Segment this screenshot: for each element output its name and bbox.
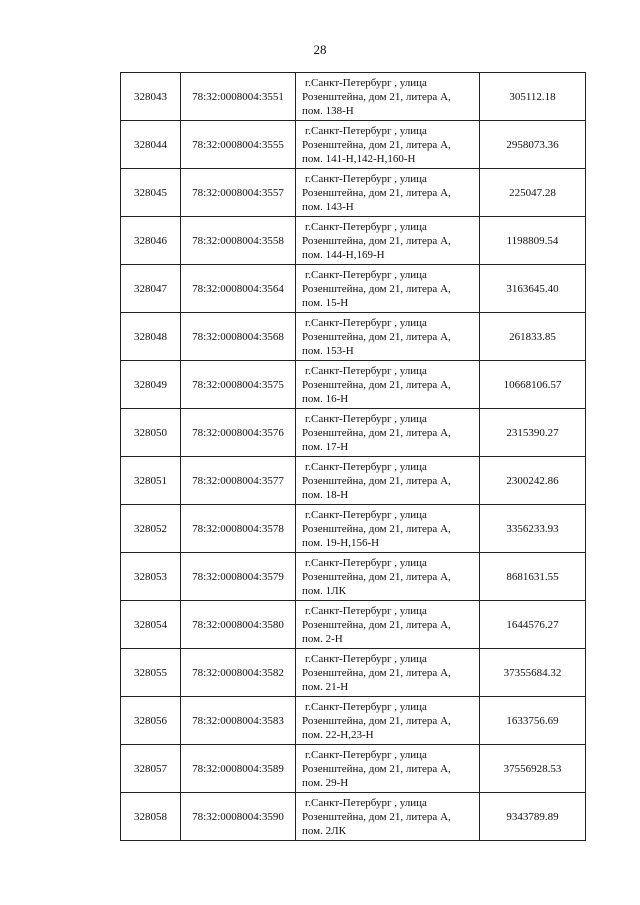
address-cell — [296, 217, 480, 265]
address-premises: пом. 141-Н,142-Н,160-Н — [302, 152, 416, 165]
table-row — [121, 649, 586, 697]
address-city-street: г.Санкт-Петербург , улица — [305, 364, 427, 377]
address-building: Розенштейна, дом 21, литера А, — [302, 714, 451, 727]
address-city-street: г.Санкт-Петербург , улица — [305, 76, 427, 89]
address-building: Розенштейна, дом 21, литера А, — [302, 138, 451, 151]
address-city-street: г.Санкт-Петербург , улица — [305, 460, 427, 473]
address-cell — [296, 313, 480, 361]
address-city-street: г.Санкт-Петербург , улица — [305, 172, 427, 185]
address-premises: пом. 2ЛК — [302, 824, 346, 837]
cadastral-value-cell: 1644576.27 — [480, 601, 586, 649]
address-cell — [296, 121, 480, 169]
address-building: Розенштейна, дом 21, литера А, — [302, 618, 451, 631]
cadastral-number-cell: 78:32:0008004:3551 — [181, 73, 296, 121]
address-cell — [296, 649, 480, 697]
table-row — [121, 745, 586, 793]
cadastral-number-cell: 78:32:0008004:3580 — [181, 601, 296, 649]
table-row — [121, 409, 586, 457]
address-premises: пом. 144-Н,169-Н — [302, 248, 385, 261]
table-row — [121, 121, 586, 169]
address-cell — [296, 745, 480, 793]
record-id-cell: 328055 — [121, 649, 181, 697]
address-city-street: г.Санкт-Петербург , улица — [305, 700, 427, 713]
address-city-street: г.Санкт-Петербург , улица — [305, 412, 427, 425]
cadastral-number-cell: 78:32:0008004:3557 — [181, 169, 296, 217]
cadastral-value-cell: 3163645.40 — [480, 265, 586, 313]
table-row — [121, 265, 586, 313]
address-cell — [296, 601, 480, 649]
page-number: 28 — [313, 42, 327, 57]
address-premises: пом. 138-Н — [302, 104, 354, 117]
address-building: Розенштейна, дом 21, литера А, — [302, 522, 451, 535]
table-row — [121, 553, 586, 601]
cadastral-value-cell: 305112.18 — [480, 73, 586, 121]
address-building: Розенштейна, дом 21, литера А, — [302, 570, 451, 583]
cadastral-value-cell: 9343789.89 — [480, 793, 586, 841]
address-premises: пом. 18-Н — [302, 488, 349, 501]
address-premises: пом. 2-Н — [302, 632, 343, 645]
record-id-cell: 328057 — [121, 745, 181, 793]
address-city-street: г.Санкт-Петербург , улица — [305, 796, 427, 809]
cadastral-number-cell: 78:32:0008004:3590 — [181, 793, 296, 841]
address-city-street: г.Санкт-Петербург , улица — [305, 748, 427, 761]
table-body — [121, 73, 586, 841]
address-building: Розенштейна, дом 21, литера А, — [302, 810, 451, 823]
cadastral-value-cell: 37355684.32 — [480, 649, 586, 697]
cadastral-number-cell: 78:32:0008004:3578 — [181, 505, 296, 553]
cadastral-number-cell: 78:32:0008004:3564 — [181, 265, 296, 313]
record-id-cell: 328048 — [121, 313, 181, 361]
address-premises: пом. 21-Н — [302, 680, 349, 693]
address-premises: пом. 17-Н — [302, 440, 349, 453]
record-id-cell: 328053 — [121, 553, 181, 601]
cadastral-value-cell: 37556928.53 — [480, 745, 586, 793]
address-building: Розенштейна, дом 21, литера А, — [302, 330, 451, 343]
address-city-street: г.Санкт-Петербург , улица — [305, 268, 427, 281]
table-row — [121, 601, 586, 649]
address-cell — [296, 169, 480, 217]
address-premises: пом. 1ЛК — [302, 584, 346, 597]
record-id-cell: 328056 — [121, 697, 181, 745]
record-id-cell: 328052 — [121, 505, 181, 553]
address-building: Розенштейна, дом 21, литера А, — [302, 666, 451, 679]
table-row — [121, 697, 586, 745]
address-building: Розенштейна, дом 21, литера А, — [302, 762, 451, 775]
cadastral-number-cell: 78:32:0008004:3579 — [181, 553, 296, 601]
cadastral-number-cell: 78:32:0008004:3555 — [181, 121, 296, 169]
address-city-street: г.Санкт-Петербург , улица — [305, 316, 427, 329]
address-building: Розенштейна, дом 21, литера А, — [302, 90, 451, 103]
cadastral-value-cell: 3356233.93 — [480, 505, 586, 553]
address-cell — [296, 265, 480, 313]
cadastral-number-cell: 78:32:0008004:3583 — [181, 697, 296, 745]
address-building: Розенштейна, дом 21, литера А, — [302, 282, 451, 295]
address-city-street: г.Санкт-Петербург , улица — [305, 508, 427, 521]
address-city-street: г.Санкт-Петербург , улица — [305, 556, 427, 569]
cadastral-value-cell: 2958073.36 — [480, 121, 586, 169]
address-premises: пом. 29-Н — [302, 776, 349, 789]
cadastral-value-cell: 10668106.57 — [480, 361, 586, 409]
record-id-cell: 328043 — [121, 73, 181, 121]
address-cell — [296, 409, 480, 457]
cadastral-number-cell: 78:32:0008004:3577 — [181, 457, 296, 505]
address-cell — [296, 457, 480, 505]
table-row — [121, 169, 586, 217]
record-id-cell: 328044 — [121, 121, 181, 169]
address-cell — [296, 73, 480, 121]
table-row — [121, 793, 586, 841]
table-row — [121, 505, 586, 553]
address-city-street: г.Санкт-Петербург , улица — [305, 124, 427, 137]
cadastral-value-cell: 225047.28 — [480, 169, 586, 217]
address-city-street: г.Санкт-Петербург , улица — [305, 652, 427, 665]
address-premises: пом. 22-Н,23-Н — [302, 728, 374, 741]
address-cell — [296, 505, 480, 553]
cadastral-number-cell: 78:32:0008004:3589 — [181, 745, 296, 793]
cadastral-value-cell: 8681631.55 — [480, 553, 586, 601]
cadastral-number-cell: 78:32:0008004:3568 — [181, 313, 296, 361]
address-building: Розенштейна, дом 21, литера А, — [302, 378, 451, 391]
record-id-cell: 328058 — [121, 793, 181, 841]
cadastral-value-cell: 2315390.27 — [480, 409, 586, 457]
address-building: Розенштейна, дом 21, литера А, — [302, 474, 451, 487]
address-cell — [296, 553, 480, 601]
cadastral-number-cell: 78:32:0008004:3582 — [181, 649, 296, 697]
cadastral-value-cell: 2300242.86 — [480, 457, 586, 505]
address-building: Розенштейна, дом 21, литера А, — [302, 234, 451, 247]
table-row — [121, 217, 586, 265]
address-building: Розенштейна, дом 21, литера А, — [302, 426, 451, 439]
address-cell — [296, 793, 480, 841]
property-table — [120, 72, 586, 841]
address-premises: пом. 19-Н,156-Н — [302, 536, 380, 549]
address-premises: пом. 153-Н — [302, 344, 354, 357]
address-cell — [296, 697, 480, 745]
table-row — [121, 313, 586, 361]
cadastral-number-cell: 78:32:0008004:3575 — [181, 361, 296, 409]
record-id-cell: 328050 — [121, 409, 181, 457]
cadastral-value-cell: 261833.85 — [480, 313, 586, 361]
record-id-cell: 328054 — [121, 601, 181, 649]
address-building: Розенштейна, дом 21, литера А, — [302, 186, 451, 199]
cadastral-number-cell: 78:32:0008004:3558 — [181, 217, 296, 265]
record-id-cell: 328045 — [121, 169, 181, 217]
record-id-cell: 328049 — [121, 361, 181, 409]
address-city-street: г.Санкт-Петербург , улица — [305, 604, 427, 617]
record-id-cell: 328047 — [121, 265, 181, 313]
table-row — [121, 361, 586, 409]
cadastral-number-cell: 78:32:0008004:3576 — [181, 409, 296, 457]
cadastral-value-cell: 1633756.69 — [480, 697, 586, 745]
address-city-street: г.Санкт-Петербург , улица — [305, 220, 427, 233]
record-id-cell: 328051 — [121, 457, 181, 505]
cadastral-value-cell: 1198809.54 — [480, 217, 586, 265]
record-id-cell: 328046 — [121, 217, 181, 265]
address-cell — [296, 361, 480, 409]
address-premises: пом. 15-Н — [302, 296, 349, 309]
address-premises: пом. 16-Н — [302, 392, 349, 405]
table-row — [121, 457, 586, 505]
address-premises: пом. 143-Н — [302, 200, 354, 213]
table-row — [121, 73, 586, 121]
